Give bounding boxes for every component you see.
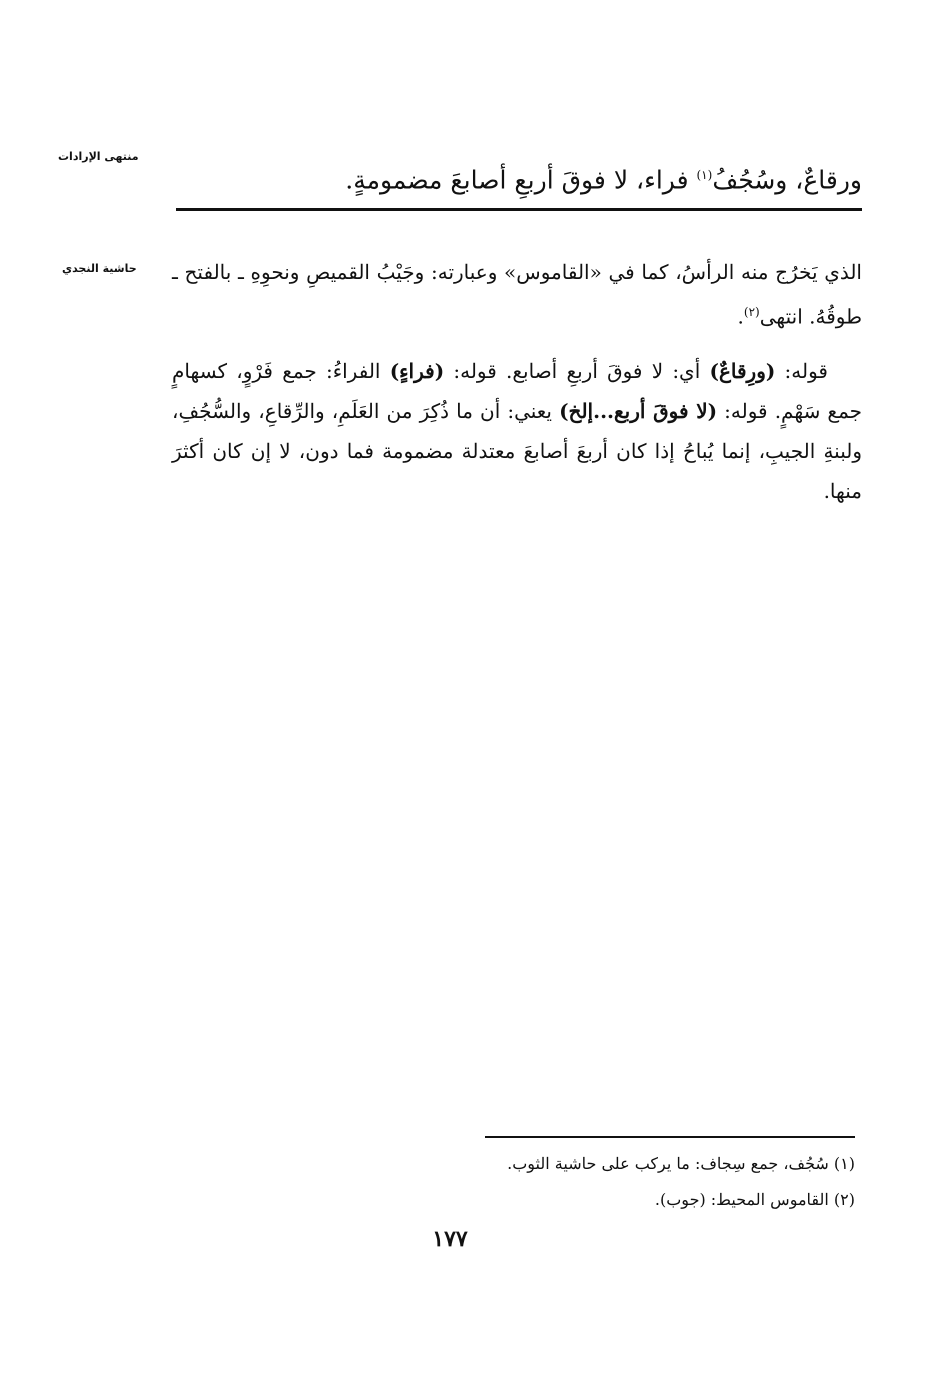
p2-segment-a: قوله:: [775, 358, 828, 383]
p2-lemma-fira: (فراءٍ): [389, 358, 445, 383]
commentary-p1-end: .: [737, 304, 744, 329]
p2-segment-e: الفراءُ: جمع فَرْوٍ، كسهامٍ جمع سَهْمٍ. قوله:: [172, 358, 862, 423]
main-text-line: [170, 150, 862, 205]
main-text-part1: ورقاعٌ، وسُجُفُ: [712, 165, 862, 195]
separator-rule: [176, 208, 862, 211]
p2-lemma-riqa: (ورِقاعٌ): [709, 358, 776, 383]
p2-segment-g: يعني: أن ما ذُكِرَ من العَلَمِ، والرِّقاعِ، والسُّجُفِ، ولبنةِ الجيبِ، إنما يُباحُ إذا كان أربعَ أصابعَ معتدلة مضمومة فما دون، لا إن كان أكثرَ منها.: [172, 398, 862, 503]
commentary-p1-text: الذي يَخرُج منه الرأسُ، كما في «القاموس» وعبارته: وجَيْبُ القميصِ ونحوِهِ ـ بالفتح ـ طوقُهُ. انتهى: [172, 260, 862, 329]
p2-segment-c: أي: لا فوقَ أربعِ أصابع. قوله:: [444, 358, 710, 383]
commentary-paragraph-2: [172, 351, 862, 511]
footnote-ref-2: (٢): [743, 305, 760, 319]
commentary-body: [172, 252, 862, 525]
footnote-2: (٢) القاموس المحيط: (جوب).: [654, 1190, 855, 1209]
book-title-margin-label: منتهى الإرادات: [58, 150, 139, 163]
page-number: ١٧٧: [432, 1226, 468, 1252]
footnotes: [380, 1146, 855, 1218]
p2-lemma-la-fawq: (لا فوقَ أربع...إلخ): [559, 398, 718, 423]
footnote-ref-1: (١): [696, 168, 713, 182]
main-text-part2: فراء، لا فوقَ أربعِ أصابعَ مضمومةٍ.: [345, 165, 697, 195]
commentary-title-margin-label: حاشية النجدي: [62, 262, 137, 275]
footnote-1: (١) سُجُف، جمع سِجاف: ما يركب على حاشية الثوب.: [507, 1154, 855, 1173]
commentary-paragraph-1: [172, 252, 862, 337]
footnote-separator: [485, 1136, 855, 1138]
